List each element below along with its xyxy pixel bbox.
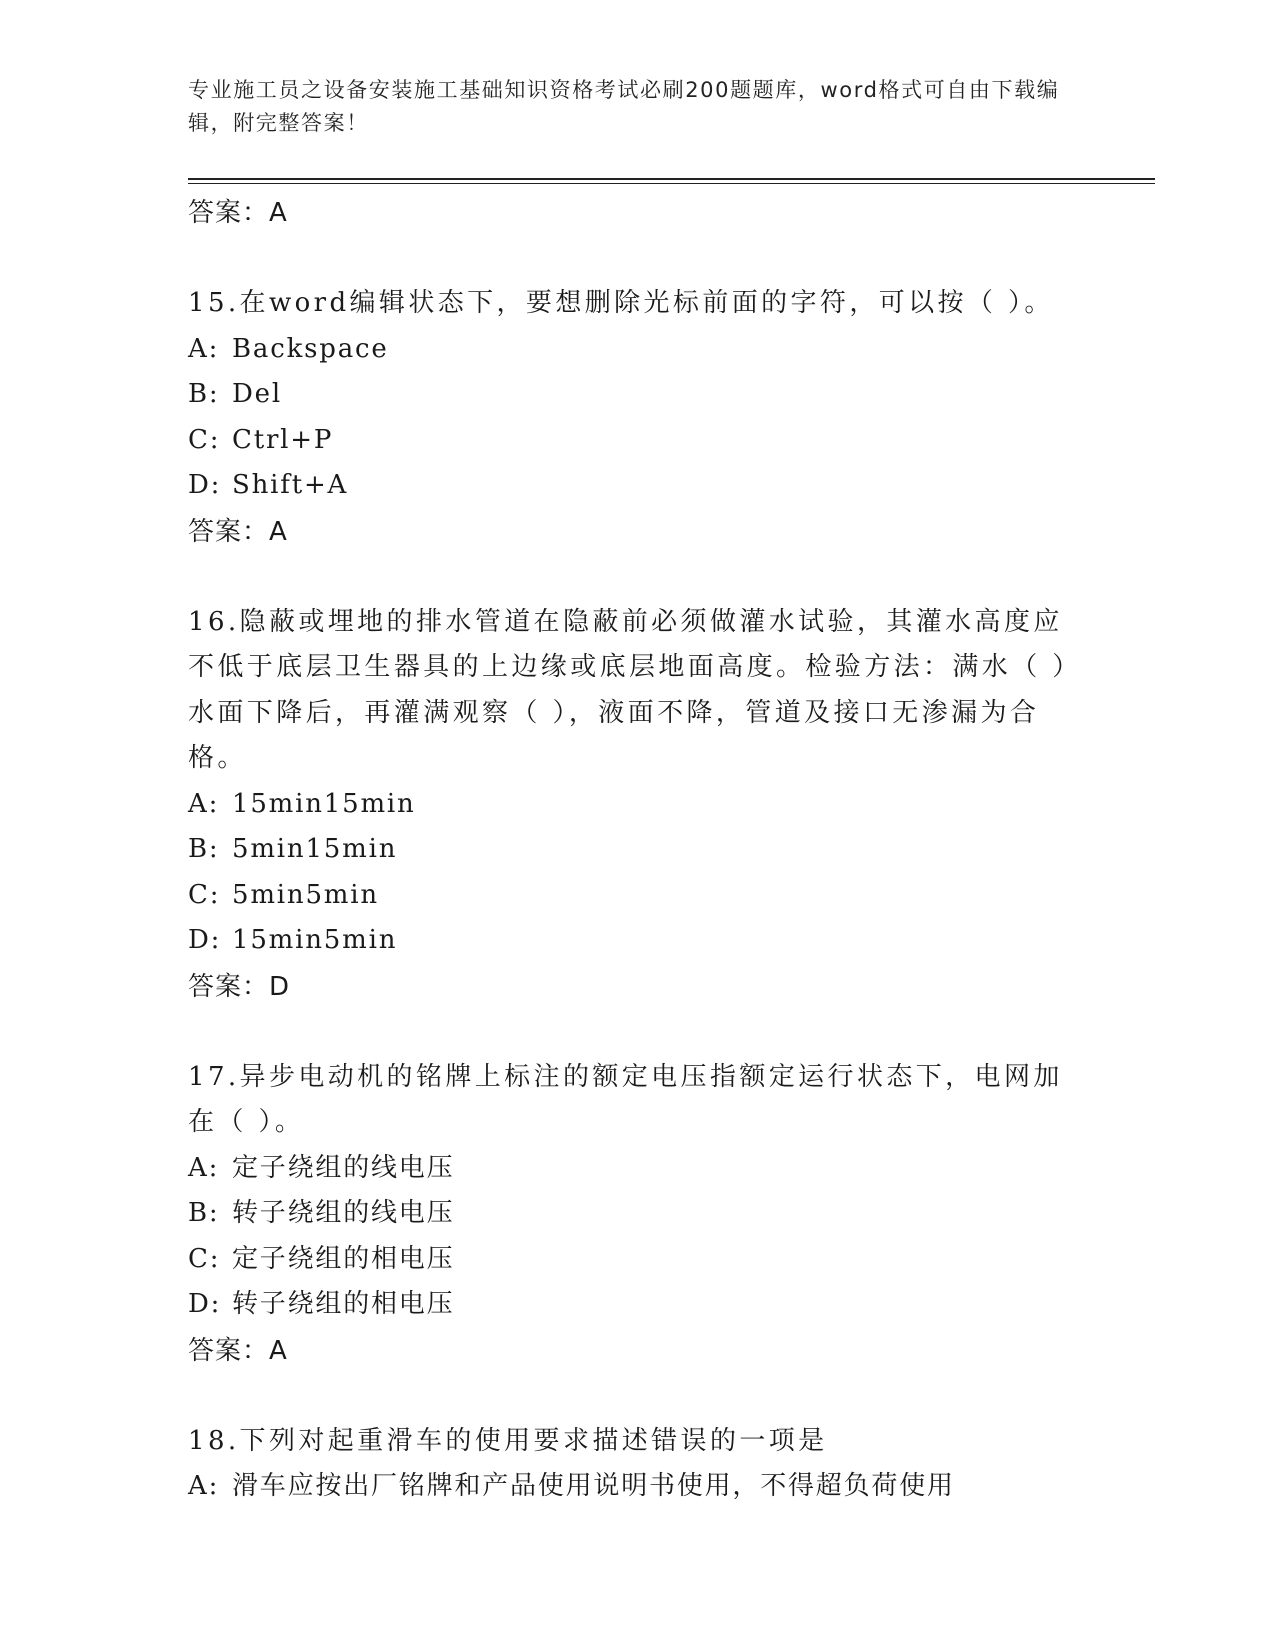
option-letter: A: xyxy=(188,788,220,819)
option-letter: C: xyxy=(188,424,221,455)
option-text: 转子绕组的线电压 xyxy=(232,1198,455,1228)
option-letter: B: xyxy=(188,379,220,409)
option-text: 定子绕组的线电压 xyxy=(232,1152,455,1183)
question-stem: 15.在word编辑状态下，要想删除光标前面的字符，可以按（ ）。 xyxy=(188,288,1054,318)
option-text: Backspace xyxy=(232,333,389,364)
question-stem: 16.隐蔽或埋地的排水管道在隐蔽前必须做灌水试验，其灌水高度应不低于底层卫生器具的上边缘或底层地面高度。检验方法：满水（ ）水面下降后，再灌满观察（ ），液面不降，管道及接口无渗漏为合格。 xyxy=(188,606,1082,773)
option-c xyxy=(188,1237,1088,1283)
page-header: 专业施工员之设备安装施工基础知识资格考试必刷200题题库，word格式可自由下载编辑，附完整答案！ xyxy=(188,78,1060,135)
option-letter: B: xyxy=(188,834,220,864)
option-d xyxy=(188,463,1088,509)
option-text: 定子绕组的相电压 xyxy=(232,1243,455,1274)
option-text: 5min5min xyxy=(232,879,379,910)
option-c xyxy=(188,418,1088,464)
option-d xyxy=(188,1282,1088,1328)
option-d xyxy=(188,918,1088,964)
option-a xyxy=(188,782,1088,828)
option-a xyxy=(188,327,1088,373)
option-letter: D: xyxy=(188,925,222,955)
option-letter: D: xyxy=(188,1289,222,1319)
option-text: 15min5min xyxy=(232,925,398,955)
option-c xyxy=(188,873,1088,919)
option-text: Ctrl+P xyxy=(232,424,334,455)
question-stem: 17.异步电动机的铭牌上标注的额定电压指额定运行状态下，电网加在（ ）。 xyxy=(188,1061,1063,1137)
option-a xyxy=(188,1146,1088,1192)
previous-answer: 答案：A xyxy=(188,198,288,228)
option-text: Shift+A xyxy=(232,470,349,500)
question-16 xyxy=(188,600,1088,1010)
option-letter: C: xyxy=(188,879,221,910)
question-stem: 18.下列对起重滑车的使用要求描述错误的一项是 xyxy=(188,1425,828,1456)
header-divider-thin xyxy=(188,183,1155,184)
option-a xyxy=(188,1464,1088,1510)
option-letter: A: xyxy=(188,1152,220,1183)
answer: 答案：A xyxy=(188,1335,288,1366)
option-text: 转子绕组的相电压 xyxy=(232,1289,455,1319)
option-letter: A: xyxy=(188,333,220,364)
question-list xyxy=(188,190,1088,1510)
question-15 xyxy=(188,281,1088,555)
option-text: 滑车应按出厂铭牌和产品使用说明书使用，不得超负荷使用 xyxy=(232,1471,955,1501)
option-letter: D: xyxy=(188,470,222,500)
option-text: Del xyxy=(232,379,282,409)
question-18 xyxy=(188,1419,1088,1510)
answer: 答案：A xyxy=(188,516,288,547)
option-b xyxy=(188,1191,1088,1237)
option-letter: B: xyxy=(188,1198,220,1228)
header-divider-thick xyxy=(188,178,1155,180)
option-b xyxy=(188,827,1088,873)
question-17 xyxy=(188,1055,1088,1374)
option-letter: A: xyxy=(188,1471,220,1501)
option-text: 15min15min xyxy=(232,788,416,819)
option-letter: C: xyxy=(188,1243,221,1274)
answer: 答案：D xyxy=(188,971,291,1002)
option-b xyxy=(188,372,1088,418)
option-text: 5min15min xyxy=(232,834,398,864)
